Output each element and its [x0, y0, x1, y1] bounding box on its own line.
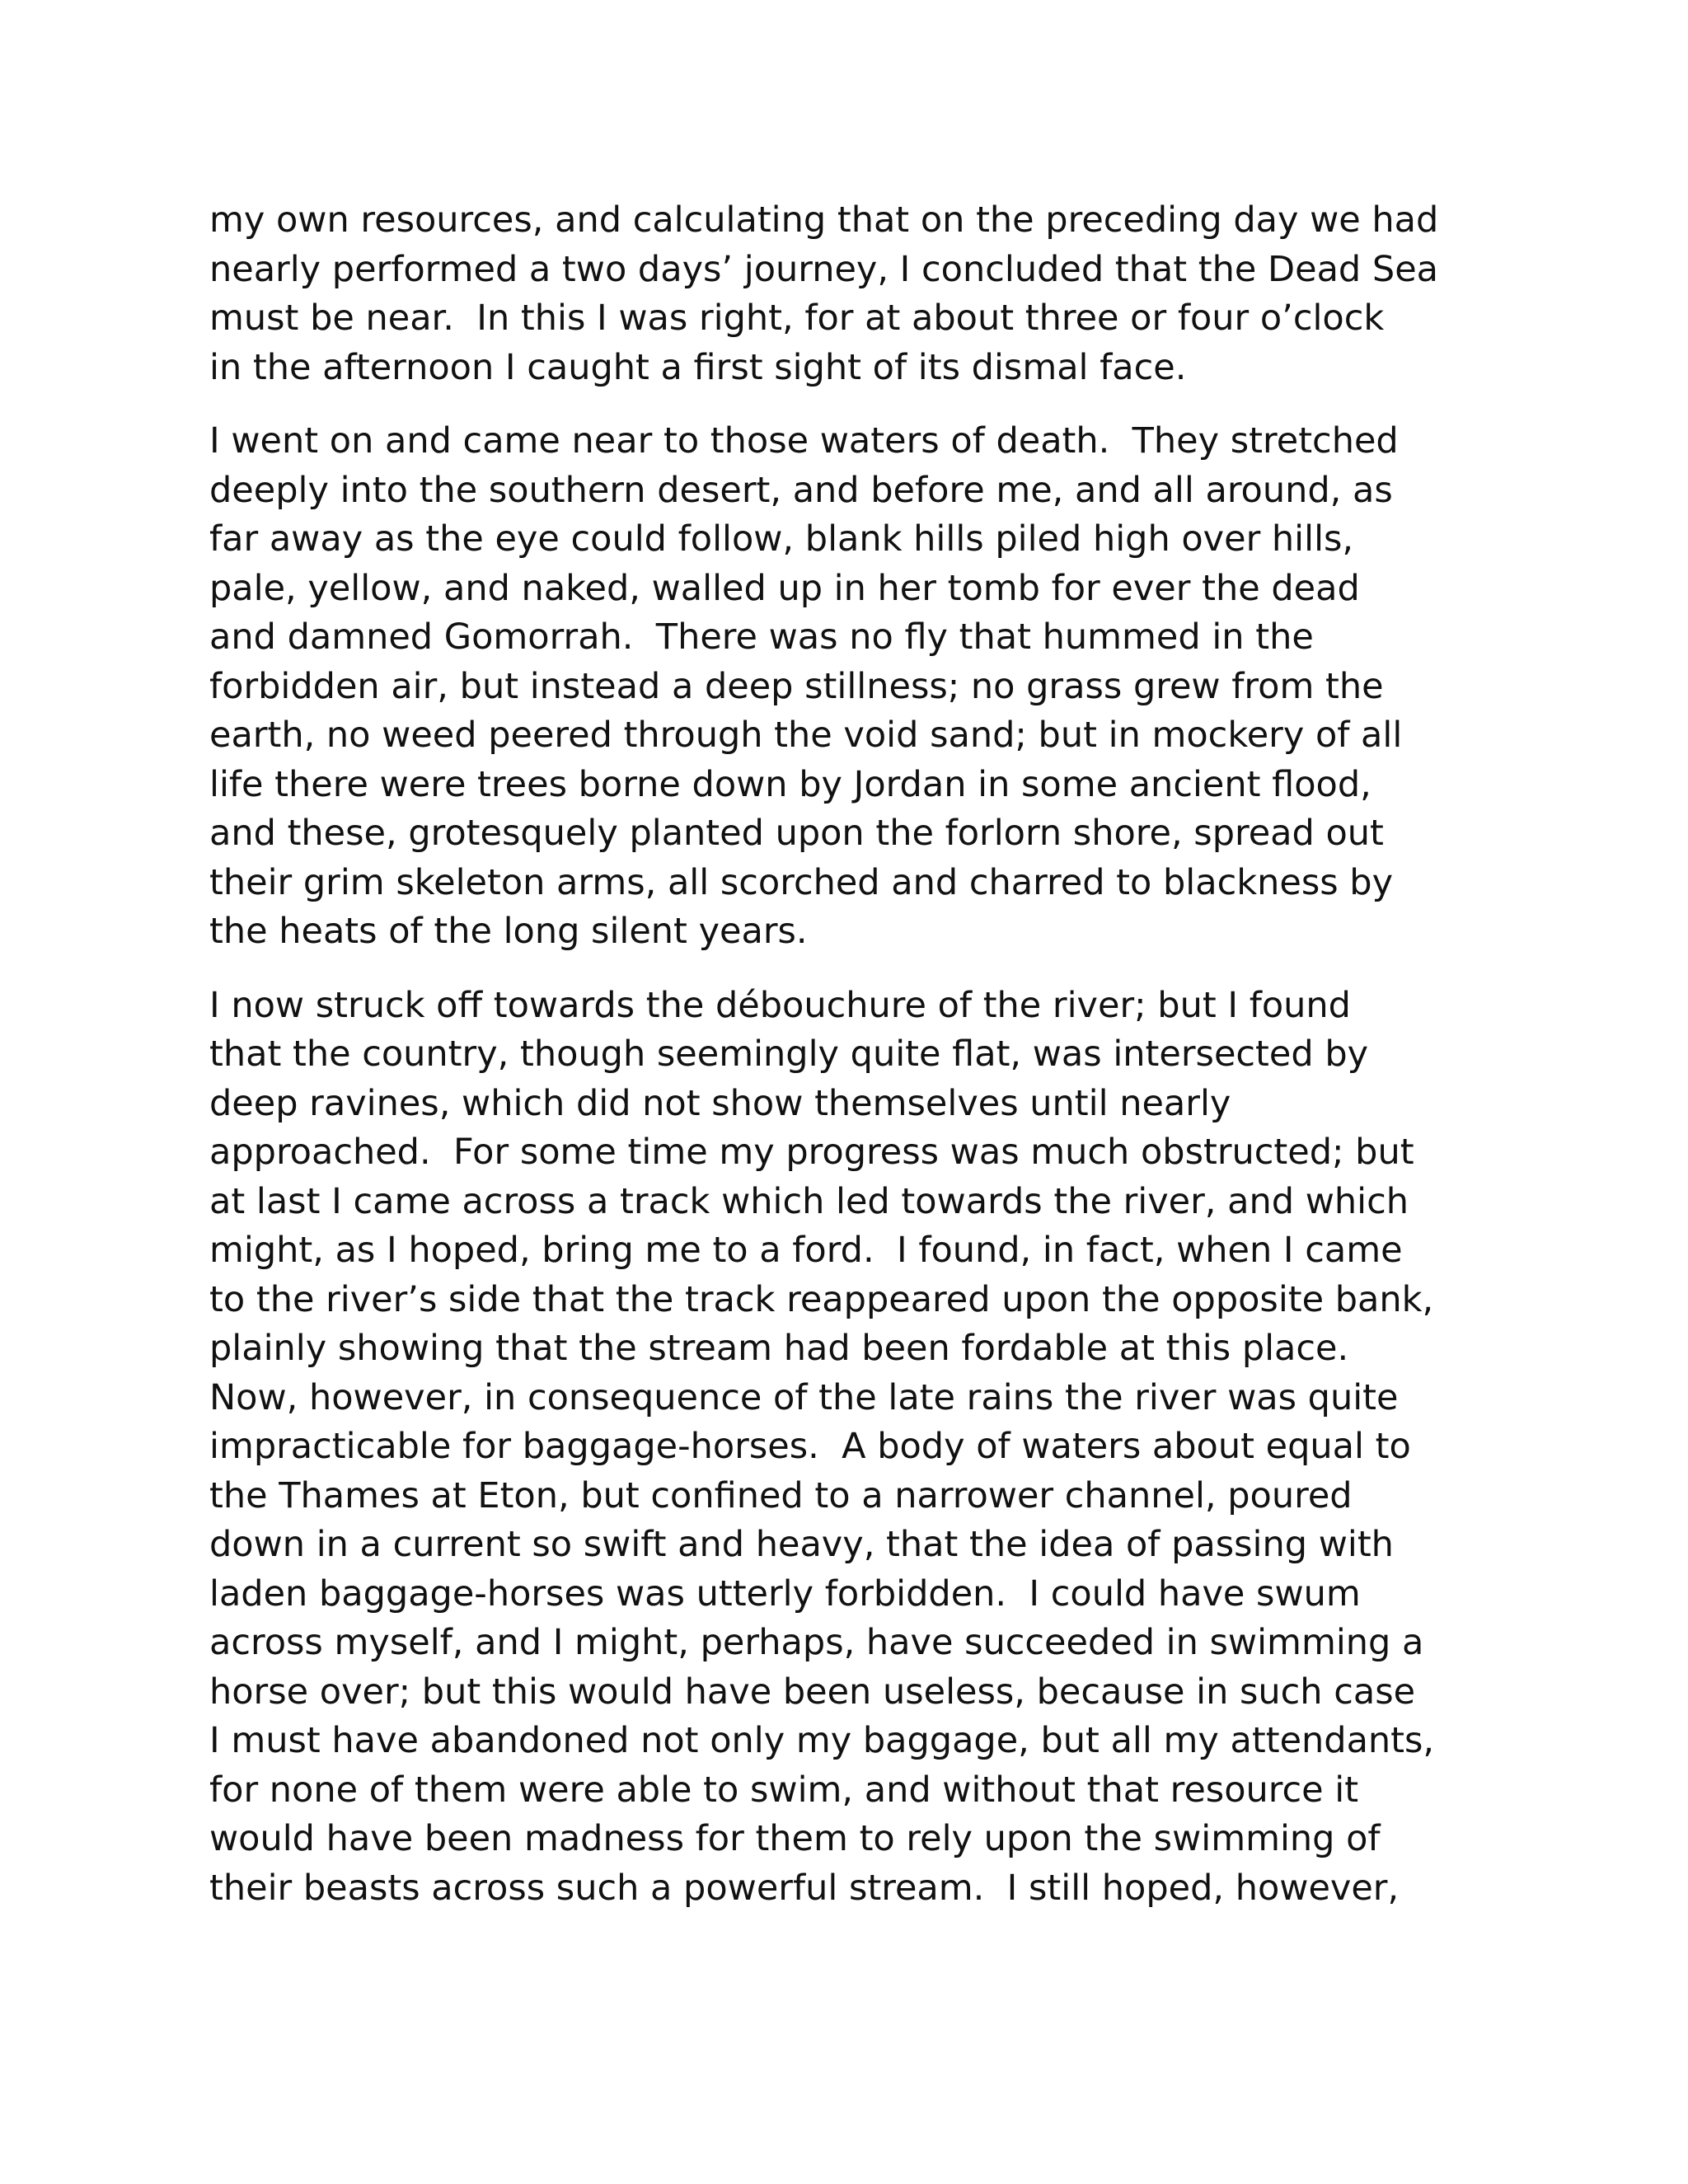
paragraph-1 [209, 196, 1495, 392]
text-line: deep ravines, which did not show themselves until nearly [209, 1082, 1231, 1124]
text-line: would have been madness for them to rely upon the swimming of [209, 1818, 1381, 1859]
paragraph-3 [209, 982, 1495, 1914]
text-line: their grim skeleton arms, all scorched and charred to blackness by [209, 861, 1394, 903]
paragraph-2 [209, 417, 1495, 957]
text-line: laden baggage-horses was utterly forbidden. I could have swum [209, 1572, 1361, 1615]
text-line: impracticable for baggage-horses. A body of waters about equal to [209, 1426, 1411, 1467]
text-line: the Thames at Eton, but confined to a narrower channel, poured [209, 1474, 1353, 1516]
text-line: the heats of the long silent years. [209, 911, 808, 952]
text-line: I went on and came near to those waters of death. They stretched [209, 420, 1399, 462]
text-line: I must have abandoned not only my baggage, but all my attendants, [209, 1720, 1435, 1761]
text-line: nearly performed a two days’ journey, I concluded that the Dead Sea [209, 248, 1438, 290]
text-line: across myself, and I might, perhaps, have succeeded in swimming a [209, 1622, 1424, 1663]
text-line: horse over; but this would have been useless, because in such case [209, 1671, 1416, 1713]
text-line: approached. For some time my progress was much obstructed; but [209, 1132, 1414, 1173]
text-line: in the afternoon I caught a first sight of its dismal face. [209, 346, 1187, 388]
text-line: must be near. In this I was right, for at about three or four o’clock [209, 298, 1385, 339]
text-line: Now, however, in consequence of the late rains the river was quite [209, 1376, 1399, 1418]
text-line: I now struck off towards the débouchure of the river; but I found [209, 984, 1351, 1026]
text-line: and damned Gomorrah. There was no fly that hummed in the [209, 616, 1314, 658]
text-line: deeply into the southern desert, and before me, and all around, as [209, 469, 1393, 511]
body-text [209, 196, 1495, 1938]
text-line: down in a current so swift and heavy, that the idea of passing with [209, 1524, 1394, 1565]
text-line: life there were trees borne down by Jordan in some ancient flood, [209, 763, 1372, 805]
text-line: at last I came across a track which led towards the river, and which [209, 1180, 1409, 1222]
text-line: pale, yellow, and naked, walled up in her tomb for ever the dead [209, 567, 1360, 609]
text-line: to the river’s side that the track reappeared upon the opposite bank, [209, 1278, 1434, 1320]
text-line: their beasts across such a powerful stream. I still hoped, however, [209, 1867, 1400, 1909]
text-line: forbidden air, but instead a deep stillness; no grass grew from the [209, 665, 1384, 707]
text-line: far away as the eye could follow, blank hills piled high over hills, [209, 518, 1354, 560]
text-line: plainly showing that the stream had been fordable at this place. [209, 1328, 1349, 1369]
text-line: for none of them were able to swim, and without that resource it [209, 1769, 1359, 1811]
text-line: and these, grotesquely planted upon the forlorn shore, spread out [209, 813, 1384, 854]
text-line: might, as I hoped, bring me to a ford. I found, in fact, when I came [209, 1230, 1403, 1271]
text-line: earth, no weed peered through the void sand; but in mockery of all [209, 715, 1403, 756]
text-line: that the country, though seemingly quite flat, was intersected by [209, 1033, 1369, 1075]
text-line: my own resources, and calculating that on the preceding day we had [209, 199, 1439, 241]
